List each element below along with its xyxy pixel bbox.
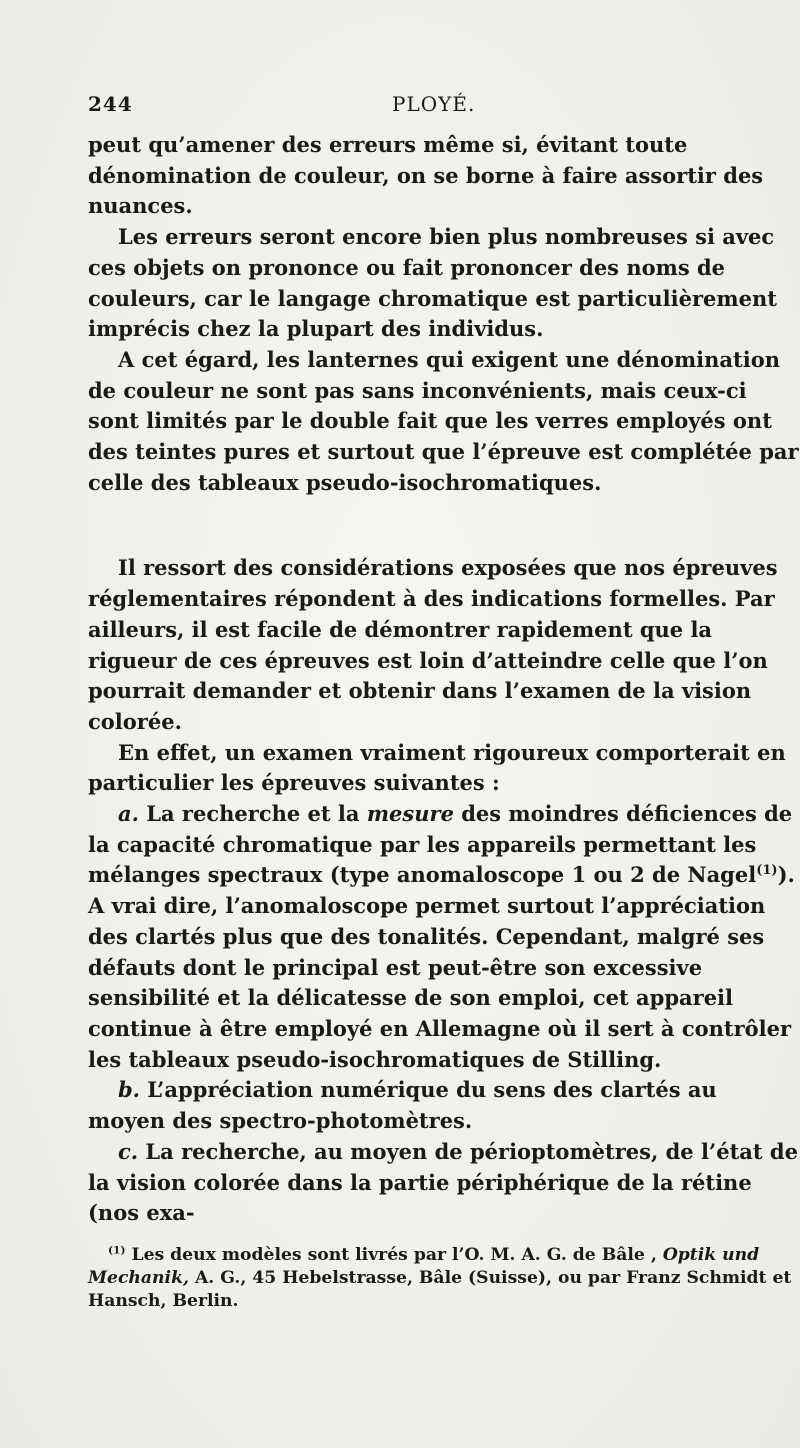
page-header <box>88 92 710 122</box>
emphasis-mesure: mesure <box>366 801 454 827</box>
footnote-emphasis: Optik und Mechanik, <box>88 1245 760 1288</box>
list-marker-a: a. <box>118 801 139 827</box>
footnotes <box>88 1244 800 1313</box>
page-number: 244 <box>88 92 133 116</box>
paragraph-3: A cet égard, les lanternes qui exigent une dénomination de couleur ne sont pas sans inconvénients, mais ceux-ci sont limités par le double fait que les verres employés ont des teintes pures et surtout que l’épreuve est complétée par celle des tableaux pseudo-isochromatiques. <box>88 346 799 495</box>
body-text <box>88 130 800 1229</box>
list-marker-c: c. <box>118 1138 139 1164</box>
list-item-c-text: La recherche, au moyen de périoptomètres, de l’état de la vision colorée dans la partie périphérique de la rétine (nos exa- <box>88 1138 798 1226</box>
footnote-text-2: A. G., 45 Hebelstrasse, Bâle (Suisse), ou par Franz Schmidt et Hansch, Berlin. <box>88 1268 792 1311</box>
footnote-1 <box>88 1244 800 1313</box>
list-item-a-text-3: ). A vrai dire, l’anomaloscope permet surtout l’appréciation des clartés plus que des tonalités. Cependant, malgré ses défauts dont le principal est peut-être son excessive sensibilité et la délicatesse de son emploi, cet appareil continue à être employé en Allemagne où il sert à contrôler les tableaux pseudo-isochromatiques de Stilling. <box>88 862 795 1072</box>
section-gap <box>88 498 800 553</box>
paragraph-5: En effet, un examen vraiment rigoureux comporterait en particulier les épreuves suivantes : <box>88 739 786 796</box>
list-item-b-text: L’appréciation numérique du sens des clartés au moyen des spectro-photomètres. <box>88 1077 717 1134</box>
list-item-b <box>88 1075 800 1136</box>
list-item-a-text-1: La recherche et la <box>138 801 367 827</box>
footnote-mark: (1) <box>108 1243 126 1257</box>
paragraph-4: Il ressort des considérations exposées que nos épreuves réglementaires répondent à des indications formelles. Par ailleurs, il est facile de démontrer rapidement que la rigueur de ces épreuves est loin d’atteindre celle que l’on pourrait demander et obtenir dans l’examen de la vision colorée. <box>88 555 778 734</box>
footnote-reference[interactable]: (1) <box>756 863 778 879</box>
paragraph-2: Les erreurs seront encore bien plus nombreuses si avec ces objets on prononce ou fait prononcer des noms de couleurs, car le langage chromatique est particulièrement imprécis chez la plupart des individus. <box>88 224 777 342</box>
running-head: PLOYÉ. <box>392 92 476 116</box>
list-item-a-text-2: des moindres déficiences de la capacité chromatique par les appareils permettant les mélanges spectraux (type anomaloscope 1 ou 2 de Nagel <box>88 801 793 888</box>
footnote-text-1: Les deux modèles sont livrés par l’O. M. A. G. de Bâle , <box>125 1245 663 1265</box>
paragraph-1: peut qu’amener des erreurs même si, évitant toute dénomination de couleur, on se borne à faire assortir des nuances. <box>88 132 764 219</box>
list-marker-b: b. <box>118 1077 140 1103</box>
list-item-c <box>88 1137 800 1229</box>
list-item-a <box>88 799 800 1075</box>
